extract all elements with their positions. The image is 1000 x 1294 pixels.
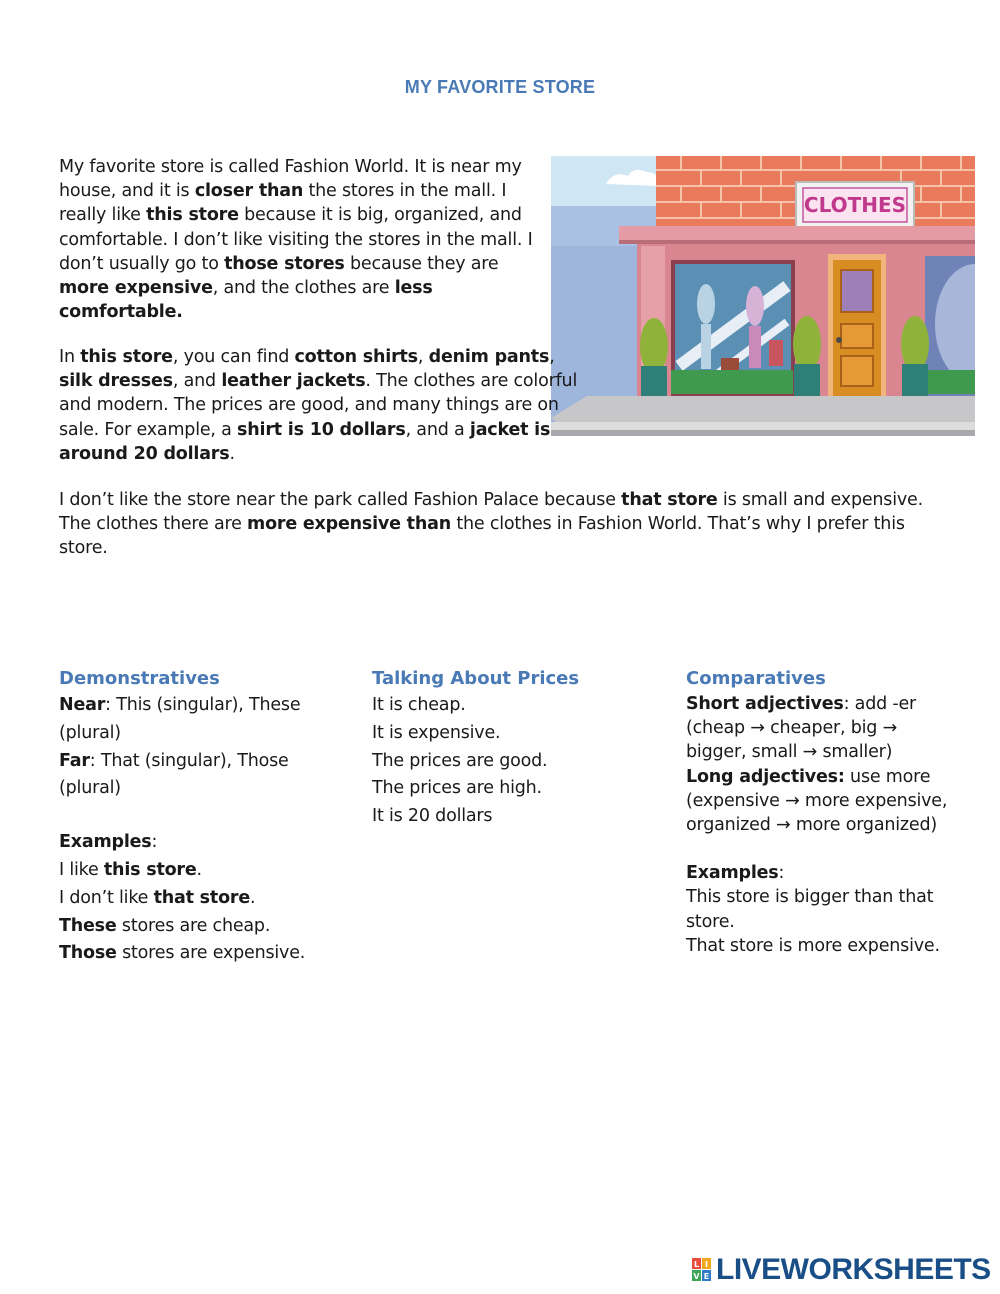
comparatives-heading: Comparatives <box>686 668 826 689</box>
text-run: stores are cheap. <box>116 915 271 936</box>
logo-letter: E <box>703 1272 710 1281</box>
bold-phrase: that store <box>153 887 250 908</box>
text-run: I don’t like the store near the park called Fashion Palace because <box>59 490 622 510</box>
far-line <box>59 748 329 804</box>
example-line: This store is bigger than that store. <box>686 887 934 932</box>
logo-letter: V <box>693 1272 700 1281</box>
demonstratives-heading: Demonstratives <box>59 668 220 689</box>
examples-label <box>59 829 329 857</box>
text-run: is small and expensive. The clothes there are <box>59 490 923 535</box>
examples-colon: : <box>778 863 785 884</box>
logo-letter: L <box>693 1260 700 1269</box>
bold-phrase: this store <box>80 347 173 367</box>
short-adjectives <box>686 692 956 765</box>
liveworksheets-logo-icon <box>692 1258 712 1282</box>
text-run: In <box>59 347 81 367</box>
text-run: . <box>250 887 256 908</box>
bold-phrase: These <box>59 915 117 936</box>
price-line: The prices are high. <box>372 778 542 799</box>
text-run: because it is big, organized, and comfortable. I don’t like visiting the stores in the mall. I don’t usually go to <box>59 205 533 274</box>
bold-phrase: less comfortable. <box>59 278 433 323</box>
bold-phrase: that store <box>621 490 718 510</box>
brand-name: LIVEWORKSHEETS <box>716 1253 991 1286</box>
comparatives-box <box>686 666 956 958</box>
prices-heading: Talking About Prices <box>372 668 580 689</box>
examples-label-text: Examples <box>686 863 779 884</box>
paragraph-2 <box>59 345 579 466</box>
prices-box <box>372 666 602 831</box>
logo-letter: I <box>705 1260 708 1269</box>
long-label: Long adjectives: <box>686 766 845 787</box>
far-label: Far <box>59 750 90 771</box>
text-run: stores are expensive. <box>116 943 306 964</box>
bold-phrase: Those <box>59 943 117 964</box>
example-line <box>59 885 329 913</box>
page-title: MY FAVORITE STORE <box>404 77 596 97</box>
bold-phrase: silk dresses <box>59 371 173 392</box>
text-run: , and a <box>405 419 470 440</box>
demonstratives-box <box>59 666 329 968</box>
examples-colon: : <box>151 832 158 853</box>
text-run: , and the clothes are <box>212 278 395 299</box>
bold-phrase: more expensive than <box>247 514 451 535</box>
example-line <box>59 940 329 968</box>
text-run: . <box>196 859 202 880</box>
example-line: That store is more expensive. <box>686 935 940 956</box>
paragraph-3 <box>59 488 939 561</box>
text-run: . The clothes are colorful and modern. The prices are good, and many things are on sale. For example, a <box>59 371 578 440</box>
bold-phrase: this store <box>103 859 197 880</box>
near-line <box>59 692 329 748</box>
text-run: I don’t like <box>59 887 154 908</box>
price-line: It is cheap. <box>372 695 466 715</box>
text-run: the clothes in Fashion World. That’s why I prefer this store. <box>59 514 905 559</box>
text-run: the stores in the mall. I really like <box>59 181 507 226</box>
text-run: , you can find <box>172 347 295 367</box>
text-run: I like <box>59 859 104 880</box>
price-line: It is expensive. <box>372 722 501 743</box>
long-text: use more (expensive → more expensive, organized → more organized) <box>686 766 948 836</box>
text-run: , <box>549 347 555 367</box>
text-run: , and <box>172 371 222 392</box>
long-adjectives <box>686 765 956 838</box>
bold-phrase: this store <box>146 205 239 226</box>
bold-phrase: closer than <box>194 181 304 202</box>
paragraph-1 <box>59 155 539 324</box>
text-run: My favorite store is called Fashion World. It is near my house, and it is <box>59 157 522 202</box>
store-illustration <box>551 156 975 436</box>
bold-phrase: denim pants <box>428 347 550 367</box>
text-run: . <box>229 443 235 464</box>
bold-phrase: cotton shirts <box>294 347 418 367</box>
near-label: Near <box>59 695 106 715</box>
near-text: : This (singular), These (plural) <box>59 695 301 743</box>
price-line: It is 20 dollars <box>372 806 493 827</box>
bold-phrase: jacket is around 20 dollars <box>59 419 551 464</box>
text-run: , <box>417 347 429 367</box>
liveworksheets-logo[interactable] <box>692 1253 991 1287</box>
text-run: because they are <box>344 253 499 274</box>
bold-phrase: shirt is 10 dollars <box>237 419 406 440</box>
examples-label-text: Examples <box>59 832 152 853</box>
example-line <box>59 913 329 941</box>
bold-phrase: leather jackets <box>221 371 366 392</box>
far-text: : That (singular), Those (plural) <box>59 750 289 799</box>
short-label: Short adjectives <box>686 694 844 714</box>
example-line <box>59 857 329 885</box>
sign-text: CLOTHES <box>803 193 907 217</box>
bold-phrase: more expensive <box>59 278 213 299</box>
bold-phrase: those stores <box>224 253 345 274</box>
examples-label <box>686 861 956 885</box>
short-text: : add -er (cheap → cheaper, big → bigger, small → smaller) <box>686 694 917 763</box>
price-line: The prices are good. <box>372 750 548 771</box>
